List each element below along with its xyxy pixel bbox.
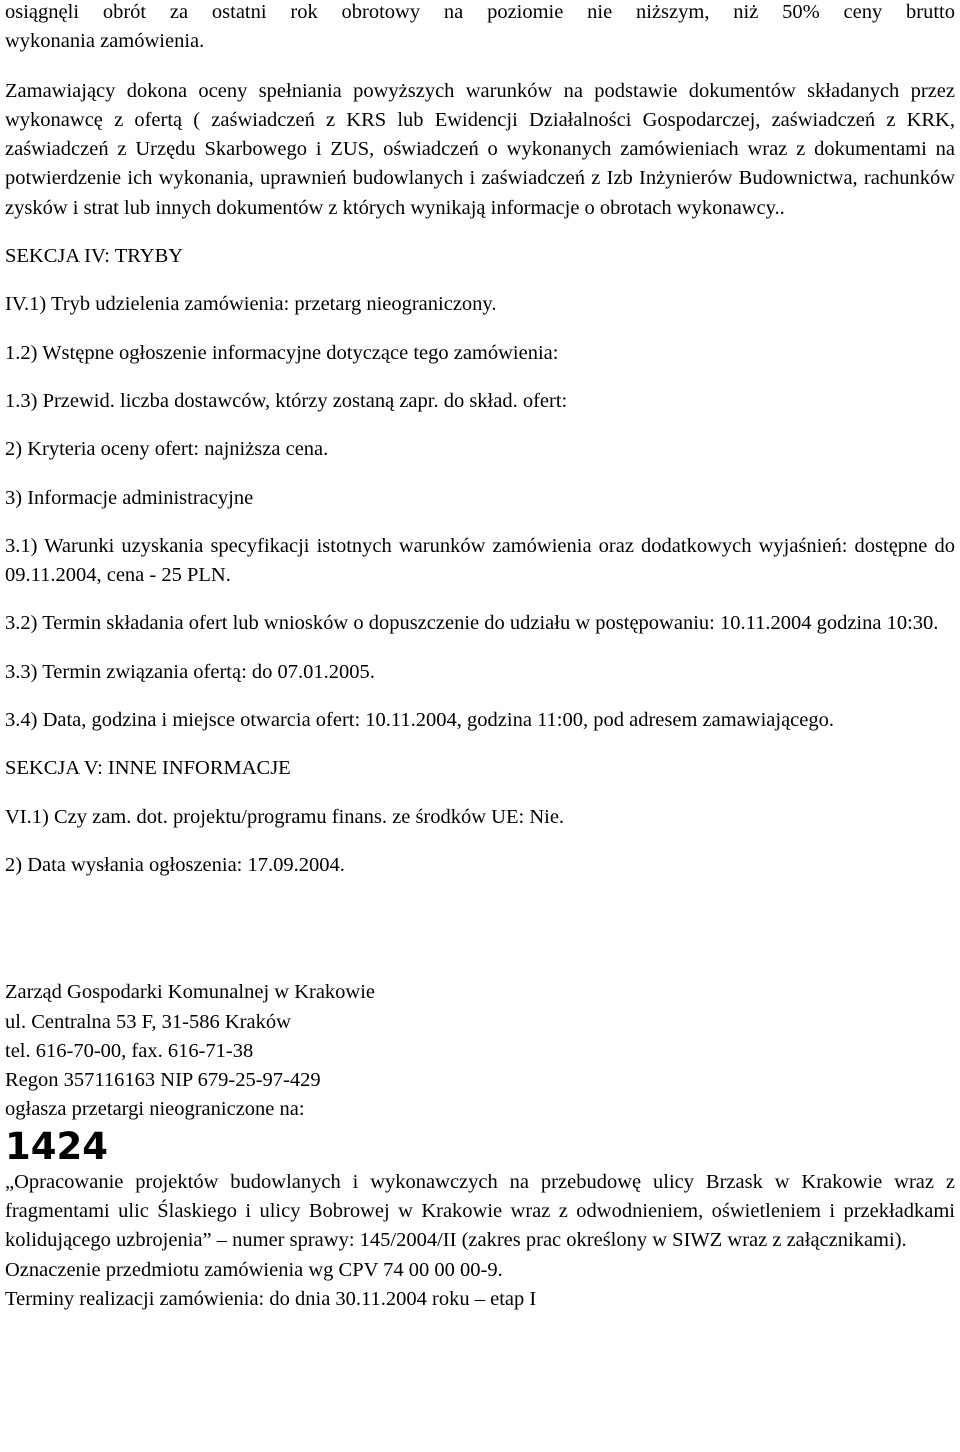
notice-announces: ogłasza przetargi nieograniczone na: (5, 1098, 305, 1121)
tender-notice (5, 978, 955, 1314)
section-iv-item-2: 1.2) Wstępne ogłoszenie informacyjne dotyczące tego zamówienia: (5, 341, 559, 364)
section-v-item-2: 2) Data wysłania ogłoszenia: 17.09.2004. (5, 853, 345, 876)
intro-line-2: wykonania zamówienia. (5, 30, 205, 53)
notice-organization: Zarząd Gospodarki Komunalnej w Krakowie (5, 981, 376, 1004)
section-iv-item-9: 3.4) Data, godzina i miejsce otwarcia ofert: 10.11.2004, godzina 11:00, pod adresem zamawiającego. (5, 709, 835, 732)
document-page (5, 0, 955, 1314)
notice-number: 1424 (5, 1124, 108, 1168)
section-v-item-1: VI.1) Czy zam. dot. projektu/programu finans. ze środków UE: Nie. (5, 805, 565, 828)
notice-deadline: Terminy realizacji zamówienia: do dnia 30.11.2004 roku – etap I (5, 1287, 537, 1310)
section-iv-item-7: 3.2) Termin składania ofert lub wniosków o dopuszczenie do udziału w postępowaniu: 10.11.2004 godzina 10:30. (5, 612, 939, 635)
section-iv-item-4: 2) Kryteria oceny ofert: najniższa cena. (5, 438, 329, 461)
notice-regon-nip: Regon 357116163 NIP 679-25-97-429 (5, 1069, 321, 1092)
notice-phone-fax: tel. 616-70-00, fax. 616-71-38 (5, 1039, 254, 1062)
section-iv-item-1: IV.1) Tryb udzielenia zamówienia: przetarg nieograniczony. (5, 293, 497, 316)
section-iv-heading: SEKCJA IV: TRYBY (5, 245, 184, 268)
section-iv-item-8: 3.3) Termin związania ofertą: do 07.01.2005. (5, 660, 375, 683)
section-iv-item-3: 1.3) Przewid. liczba dostawców, którzy zostaną zapr. do skład. ofert: (5, 389, 568, 412)
notice-cpv: Oznaczenie przedmiotu zamówienia wg CPV 74 00 00 00-9. (5, 1258, 503, 1281)
assessment-paragraph: Zamawiający dokona oceny spełniania powyższych warunków na podstawie dokumentów składanych przez wykonawcę z ofertą ( zaświadczeń z KRS lub Ewidencji Działalności Gospodarczej, zaświadczeń z KRK, zaświadczeń z Urzędu Skarbowego i ZUS, oświadczeń o wykonanych zamówieniach wraz z dokumentami na potwierdzenie ich wykonania, uprawnień budowlanych i zaświadczeń z Izb Inżynierów Budownictwa, rachunków zysków i strat lub innych dokumentów z których wynikają informacje o obrotach wykonawcy.. (5, 79, 955, 219)
section-iv-item-5: 3) Informacje administracyjne (5, 486, 254, 509)
section-iv-item-6: 3.1) Warunki uzyskania specyfikacji istotnych warunków zamówienia oraz dodatkowych wyjaśnień: dostępne do 09.11.2004, cena - 25 PLN. (5, 534, 955, 587)
notice-address: ul. Centralna 53 F, 31-586 Kraków (5, 1010, 291, 1033)
intro-line-1: osiągnęli obrót za ostatni rok obrotowy na poziomie nie niższym, niż 50% ceny brutto (5, 1, 955, 23)
notice-description: „Opracowanie projektów budowlanych i wykonawczych na przebudowę ulicy Brzask w Krakowie wraz z fragmentami ulic Ślaskiego i ulicy Bobrowej w Krakowie wraz z odwodnieniem, oświetleniem i przekładkami kolidującego uzbrojenia” – numer sprawy: 145/2004/II (zakres prac określony w SIWZ wraz z załącznikami). (5, 1170, 955, 1252)
section-v-heading: SEKCJA V: INNE INFORMACJE (5, 757, 291, 780)
